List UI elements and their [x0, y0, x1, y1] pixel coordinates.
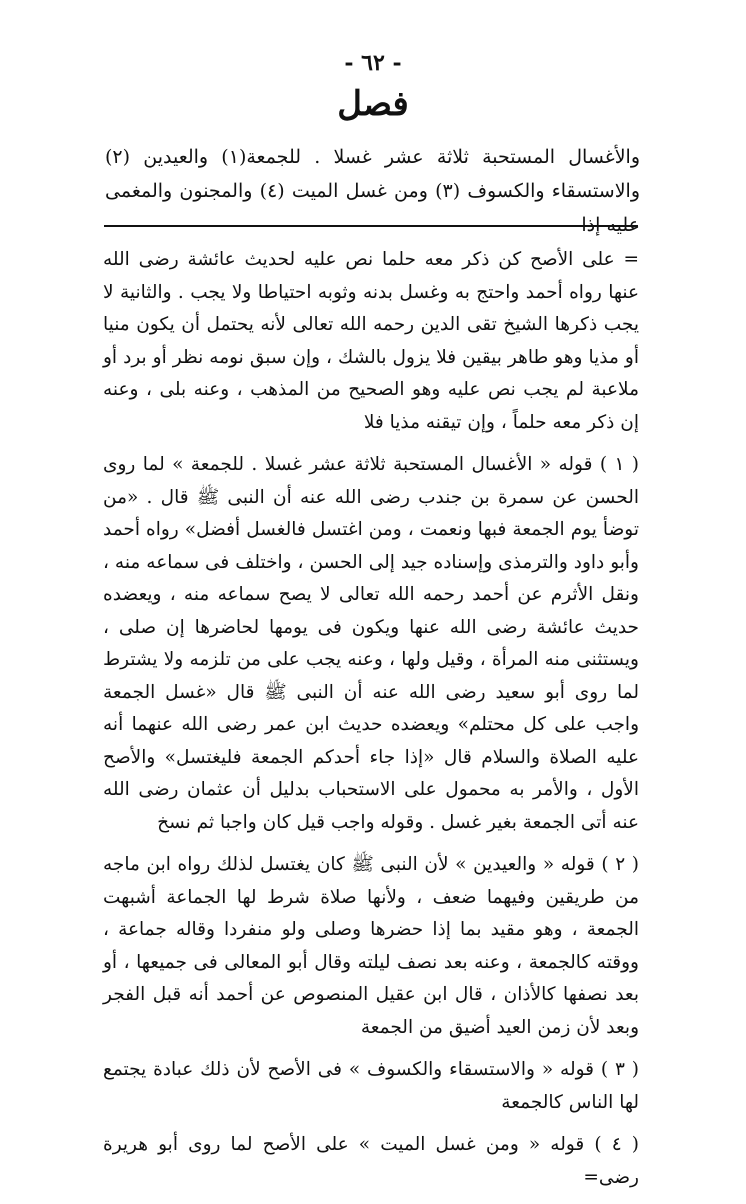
footnote-separator	[104, 225, 638, 227]
footnote-4: ( ٤ ) قوله « ومن غسل الميت » على الأصح لما روى أبو هريرة رضى=	[103, 1134, 639, 1188]
footnote-continuation: = على الأصح كن ذكر معه حلما نص عليه لحديث عائشة رضى الله عنها رواه أحمد واحتج به وغسل بدنه وثوبه احتياطا ولا يجب . والثانية لا يجب ذكرها الشيخ تقى الدين رحمه الله تعالى لأنه يحتمل أن يكون منيا أو مذيا وهو طاهر بيقين فلا يزول بالشك ، وإن سبق نومه نظر أو برد أو ملاعبة لم يجب نص عليه وهو الصحيح من المذهب ، وعنه بلى ، وعنه إن ذكر معه حلماً ، وإن تيقنه مذيا فلا	[103, 249, 639, 433]
footnote-3: ( ٣ ) قوله « والاستسقاء والكسوف » فى الأصح لأن ذلك عبادة يجتمع لها الناس كالجمعة	[103, 1059, 639, 1113]
footnote-2: ( ٢ ) قوله « والعيدين » لأن النبى ﷺ كان يغتسل لذلك رواه ابن ماجه من طريقين وفيهما ضعف ، ولأنها صلاة شرط لها الجماعة أشبهت الجمعة ، وهو مقيد بما إذا حضرها وصلى ولو منفردا وقاله جماعة ، ووقته كالجمعة ، وعنه بعد نصف ليلته وقال أبو المعالى فى جميعها ، أو بعد نصفها كالأذان ، قال ابن عقيل المنصوص عن أحمد أنه قبل الفجر وبعد لأن زمن العيد أضيق من الجمعة	[103, 854, 639, 1038]
section-title: فصل	[337, 84, 409, 124]
page-number: - ٦٢ -	[344, 50, 402, 76]
main-paragraph: والأغسال المستحبة ثلاثة عشر غسلا . للجمعة(١) والعيدين (٢) والاستسقاء والكسوف (٣) ومن غسل الميت (٤) والمجنون والمغمى عليه إذا	[105, 146, 641, 236]
footnote-1: ( ١ ) قوله « الأغسال المستحبة ثلاثة عشر غسلا . للجمعة » لما روى الحسن عن سمرة بن جندب رضى الله عنه أن النبى ﷺ قال . «من توضأ يوم الجمعة فبها ونعمت ، ومن اغتسل فالغسل أفضل» رواه أحمد وأبو داود والترمذى وإسناده جيد إلى الحسن ، واختلف فى سماعه منه ، ونقل الأثرم عن أحمد رحمه الله تعالى لا يصح سماعه منه ، ويعضده حديث عائشة رضى الله عنها ويكون فى يومها لحاضرها إن صلى ، ويستثنى منه المرأة ، وقيل ولها ، وعنه يجب على من تلزمه ولا يشترط لما روى أبو سعيد رضى الله عنه أن النبى ﷺ قال «غسل الجمعة واجب على كل محتلم» ويعضده حديث ابن عمر رضى الله عنهما أنه عليه الصلاة والسلام قال «إذا جاء أحدكم الجمعة فليغتسل» والأصح الأول ، والأمر به محمول على الاستحباب بدليل أن عثمان رضى الله عنه أتى الجمعة بغير غسل . وقوله واجب قيل كان واجبا ثم نسخ	[103, 454, 639, 833]
footnotes-block	[103, 244, 639, 1204]
